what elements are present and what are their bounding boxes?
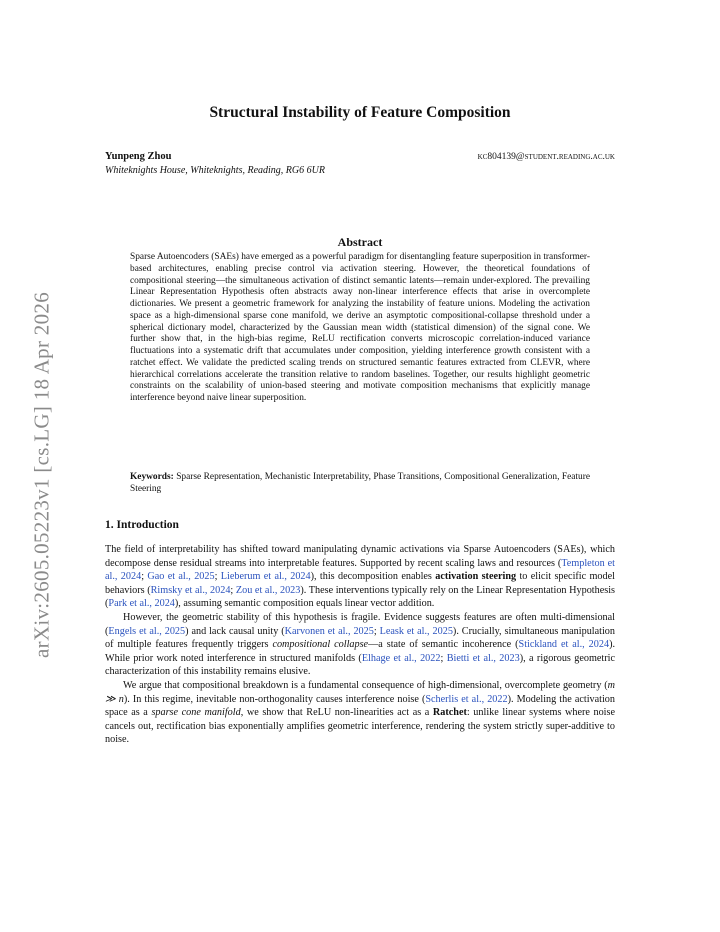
text-run: ; — [230, 584, 236, 596]
text-run: ; — [440, 652, 447, 664]
emphasis-italic: compositional collapse — [272, 639, 369, 651]
text-run: ). While prior work noted interference in structured manifolds ( — [105, 639, 616, 664]
text-run: —a state of semantic incoherence ( — [368, 639, 519, 651]
text-run: The field of interpretability has shifted toward manipulating dynamic activations via Sparse Autoencoders (SAEs), which decompose dense residual streams into interpretable features. Supported by recent scaling laws and resources ( — [105, 544, 615, 569]
abstract-text: Sparse Autoencoders (SAEs) have emerged as a powerful paradigm for disentangling feature superposition in transformer-based architectures, enabling precise control via activation steering. However, the theoretical foundations of compositional steering—the simultaneous activation of distinct semantic latents—remain under-explored. The prevailing Linear Representation Hypothesis often abstracts away non-linear interference effects that arise in overcomplete dictionaries. We present a geometric framework for analyzing the instability of feature unions. Modeling the activation space as a high-dimensional sparse cone manifold, we derive an asymptotic compositional-collapse threshold under a spherical dictionary model, characterized by the Gaussian mean width (statistical dimension) of the signal cone. We further show that, in the high-bias regime, ReLU rectification converts microscopic correlation-induced variance fluctuations into a systematic drift that accumulates under composition, yielding interference growth consistent with a ratchet effect. We validate the predicted scaling trends on structured semantic features extracted from CLEVR, where hierarchical correlations accelerate the transition relative to random baselines. Together, our results highlight geometric constraints on the scalability of union-based steering and motivate composition mechanisms that explicitly manage interference beyond naive linear superposition. — [130, 252, 590, 403]
emphasis-bold: activation steering — [435, 571, 517, 583]
citation-link[interactable]: Leask et al., 2025 — [379, 625, 453, 637]
keywords-label: Keywords: — [130, 472, 174, 482]
text-run: ), a rigorous geometric characterization of this instability remains elusive. — [105, 652, 616, 678]
paper-title: Structural Instability of Feature Composition — [209, 104, 511, 121]
text-run: However, the geometric stability of this hypothesis is fragile. Evidence suggests features are often multi-dimensional ( — [105, 611, 615, 637]
text-run: ; — [214, 571, 221, 583]
text-run: to elicit specific model behaviors ( — [105, 571, 615, 596]
citation-link[interactable]: Elhage et al., 2022 — [361, 652, 441, 664]
author-name: Yunpeng Zhou — [105, 151, 172, 162]
intro-paragraph-1 — [105, 543, 615, 611]
author-block — [105, 151, 615, 176]
author-email[interactable]: kc804139@student.reading.ac.uk — [477, 152, 615, 162]
keywords-list: Sparse Representation, Mechanistic Interpretability, Phase Transitions, Compositional Generalization, Feature Steering — [130, 472, 591, 494]
text-run: ). These interventions typically rely on the Linear Representation Hypothesis ( — [105, 584, 615, 610]
citation-link[interactable]: Bietti et al., 2023 — [446, 652, 520, 664]
intro-paragraph-3 — [105, 679, 615, 747]
citation-link[interactable]: Engels et al., 2025 — [108, 625, 186, 637]
citation-link[interactable]: Zou et al., 2023 — [235, 584, 301, 596]
author-affiliation: Whiteknights House, Whiteknights, Reading, RG6 6UR — [105, 165, 325, 176]
text-run: ). Modeling the activation space as a — [105, 693, 615, 719]
arxiv-identifier[interactable]: arXiv:2605.05223v1 [cs.LG] 18 Apr 2026 — [29, 291, 54, 659]
text-run: ) and lack causal unity ( — [185, 625, 285, 637]
text-run: We argue that compositional breakdown is a fundamental consequence of high-dimensional, overcomplete geometry ( — [123, 679, 608, 691]
abstract-heading: Abstract — [337, 235, 383, 249]
citation-link[interactable]: Rimsky et al., 2024 — [150, 584, 231, 596]
text-run: ; — [373, 625, 380, 637]
citation-link[interactable]: Karvonen et al., 2025 — [284, 625, 374, 637]
keywords — [130, 471, 590, 495]
section-heading-introduction: 1. Introduction — [105, 519, 179, 531]
intro-paragraph-2 — [105, 611, 615, 679]
introduction-body — [105, 543, 615, 747]
emphasis-italic: sparse cone manifold — [151, 707, 241, 719]
citation-link[interactable]: Templeton et al., 2024 — [105, 557, 615, 583]
text-run: ), this decomposition enables — [310, 571, 436, 583]
math-inline: m ≫ n — [105, 679, 615, 705]
text-run: ; — [141, 571, 148, 583]
citation-link[interactable]: Scherlis et al., 2022 — [425, 693, 508, 705]
text-run: , we show that ReLU non-linearities act as a — [240, 707, 433, 719]
citation-link[interactable]: Stickland et al., 2024 — [518, 639, 610, 651]
text-run: ), assuming semantic composition equals linear vector addition. — [174, 598, 435, 610]
text-run: ). Crucially, simultaneous manipulation of multiple features frequently triggers — [105, 625, 615, 651]
citation-link[interactable]: Park et al., 2024 — [108, 598, 175, 610]
text-run: : unlike linear systems where noise cancels out, rectification bias exponentially amplifies geometric interference, rendering the system strictly super-additive to noise. — [105, 707, 616, 746]
citation-link[interactable]: Lieberum et al., 2024 — [220, 571, 311, 583]
citation-link[interactable]: Gao et al., 2025 — [147, 571, 215, 583]
emphasis-bold: Ratchet — [432, 707, 467, 719]
text-run: ). In this regime, inevitable non-orthogonality causes interference noise ( — [123, 693, 426, 705]
